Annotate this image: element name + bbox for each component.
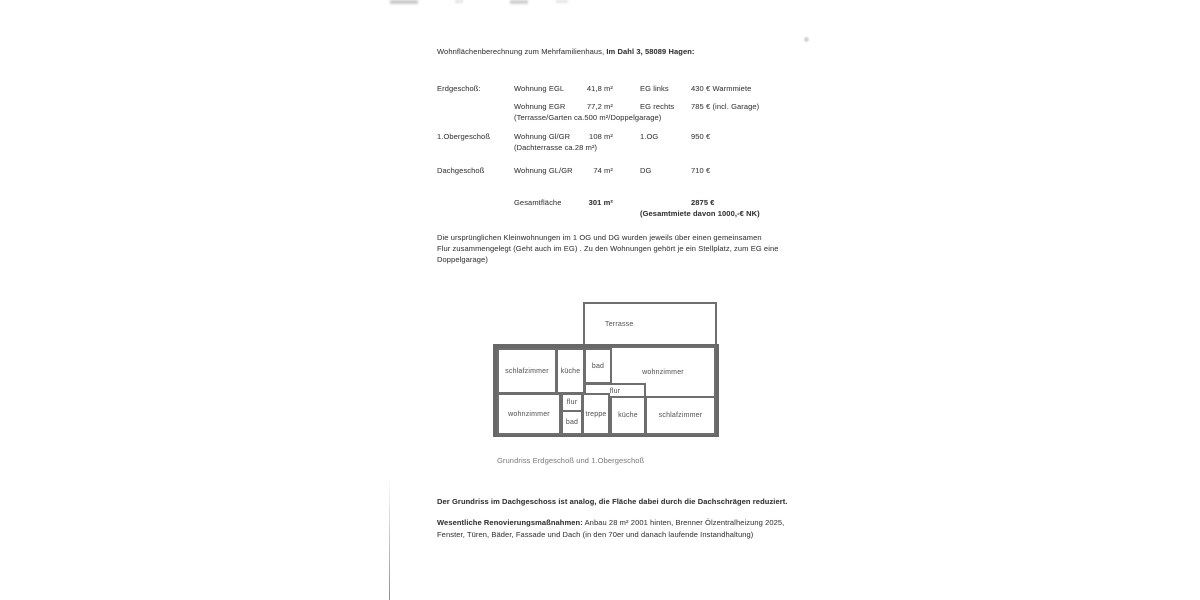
room-wohnzimmer-bottom-left [497, 393, 561, 435]
room-schlafzimmer-top-left [497, 348, 557, 394]
renovation-label: Wesentliche Renovierungsmaßnahmen: [437, 518, 583, 527]
total-area: 301 m² [588, 198, 613, 207]
cell-note: (Dachterrasse ca.28 m²) [514, 143, 598, 152]
room-bad-small [561, 410, 583, 435]
cell-area: 74 m² [593, 166, 613, 175]
cell-area: 108 m² [589, 132, 613, 141]
cell-price: 785 € (incl. Garage) [691, 102, 760, 111]
cell-area: 77,2 m² [586, 102, 613, 111]
room-label: Terrasse [605, 320, 634, 328]
room-label: wohnzimmer [508, 410, 550, 418]
room-label: flur [566, 399, 578, 406]
cell-unit: Wohnung EGL [514, 84, 565, 93]
renovation-text-line2: Fenster, Türen, Bäder, Fassade und Dach (in den 70er und danach laufende Instandhaltung) [437, 530, 754, 539]
cell-price: 950 € [691, 132, 711, 141]
room-bad-top [584, 348, 612, 384]
paragraph-line: Die ursprünglichen Kleinwohnungen im 1 OG und DG wurden jeweils über einen gemeinsamen [437, 233, 762, 242]
cell-location: EG links [640, 84, 669, 93]
room-label: schlafzimmer [658, 412, 703, 419]
page-edge-line [389, 477, 390, 600]
room-label: treppe [585, 410, 607, 418]
cell-price: 430 € Warmmiete [691, 84, 752, 93]
total-price: 2875 € [691, 198, 715, 207]
paragraph-line: Flur zusammengelegt (Geht auch im EG) . Zu den Wohnungen gehört je ein Stellplatz, zum EG eine [437, 244, 779, 253]
paragraph-line: Doppelgarage) [437, 255, 488, 264]
cell-price: 710 € [691, 166, 711, 175]
scan-artifact [510, 0, 528, 4]
cell-location: DG [640, 166, 652, 175]
cell-location: EG rechts [640, 102, 675, 111]
room-schlafzimmer-bottom-right [645, 396, 716, 435]
room-label: bad [565, 419, 579, 426]
cell-unit: Wohnung EGR [514, 102, 566, 111]
renovation-text: Anbau 28 m² 2001 hinten, Brenner Ölzentralheizung 2025, [582, 518, 785, 527]
room-label: schlafzimmer [505, 367, 549, 375]
document-title-prefix: Wohnflächenberechnung zum Mehrfamilienhaus, [437, 47, 607, 56]
room-label: küche [618, 412, 638, 419]
room-kueche-bottom [610, 396, 646, 435]
cell-location: 1.OG [640, 132, 659, 141]
room-treppe [582, 393, 610, 435]
total-label: Gesamtfläche [514, 198, 562, 207]
cell-note: (Terrasse/Garten ca.500 m²/Doppelgarage) [514, 113, 662, 122]
scan-artifact [390, 0, 418, 4]
scan-artifact [556, 0, 568, 3]
cell-unit: Wohnung Gl/GR [514, 132, 571, 141]
room-label: bad [591, 362, 605, 370]
cell-floor: 1.Obergeschoß [437, 132, 490, 141]
document-title-address: Im Dahl 3, 58089 Hagen: [606, 47, 695, 56]
total-note: (Gesamtmiete davon 1000,-€ NK) [640, 209, 760, 218]
room-terrasse [583, 302, 717, 346]
floorplan-caption: Grundriss Erdgeschoß und 1.Obergeschoß [497, 456, 645, 465]
room-kueche-top [556, 348, 585, 394]
cell-unit: Wohnung GL/GR [514, 166, 573, 175]
cell-area: 41,8 m² [586, 84, 613, 93]
cell-floor: Erdgeschoß: [437, 84, 481, 93]
document-title [437, 46, 695, 58]
scan-artifact [804, 37, 809, 42]
room-label: flur [609, 387, 621, 395]
note-dachgeschoss-text: Der Grundriss im Dachgeschoss ist analog, die Fläche dabei durch die Dachschrägen reduziert. [437, 497, 788, 506]
room-label: wohnzimmer [642, 368, 684, 376]
room-label: küche [560, 367, 581, 375]
cell-floor: Dachgeschoß [437, 166, 485, 175]
scan-artifact [455, 0, 463, 3]
